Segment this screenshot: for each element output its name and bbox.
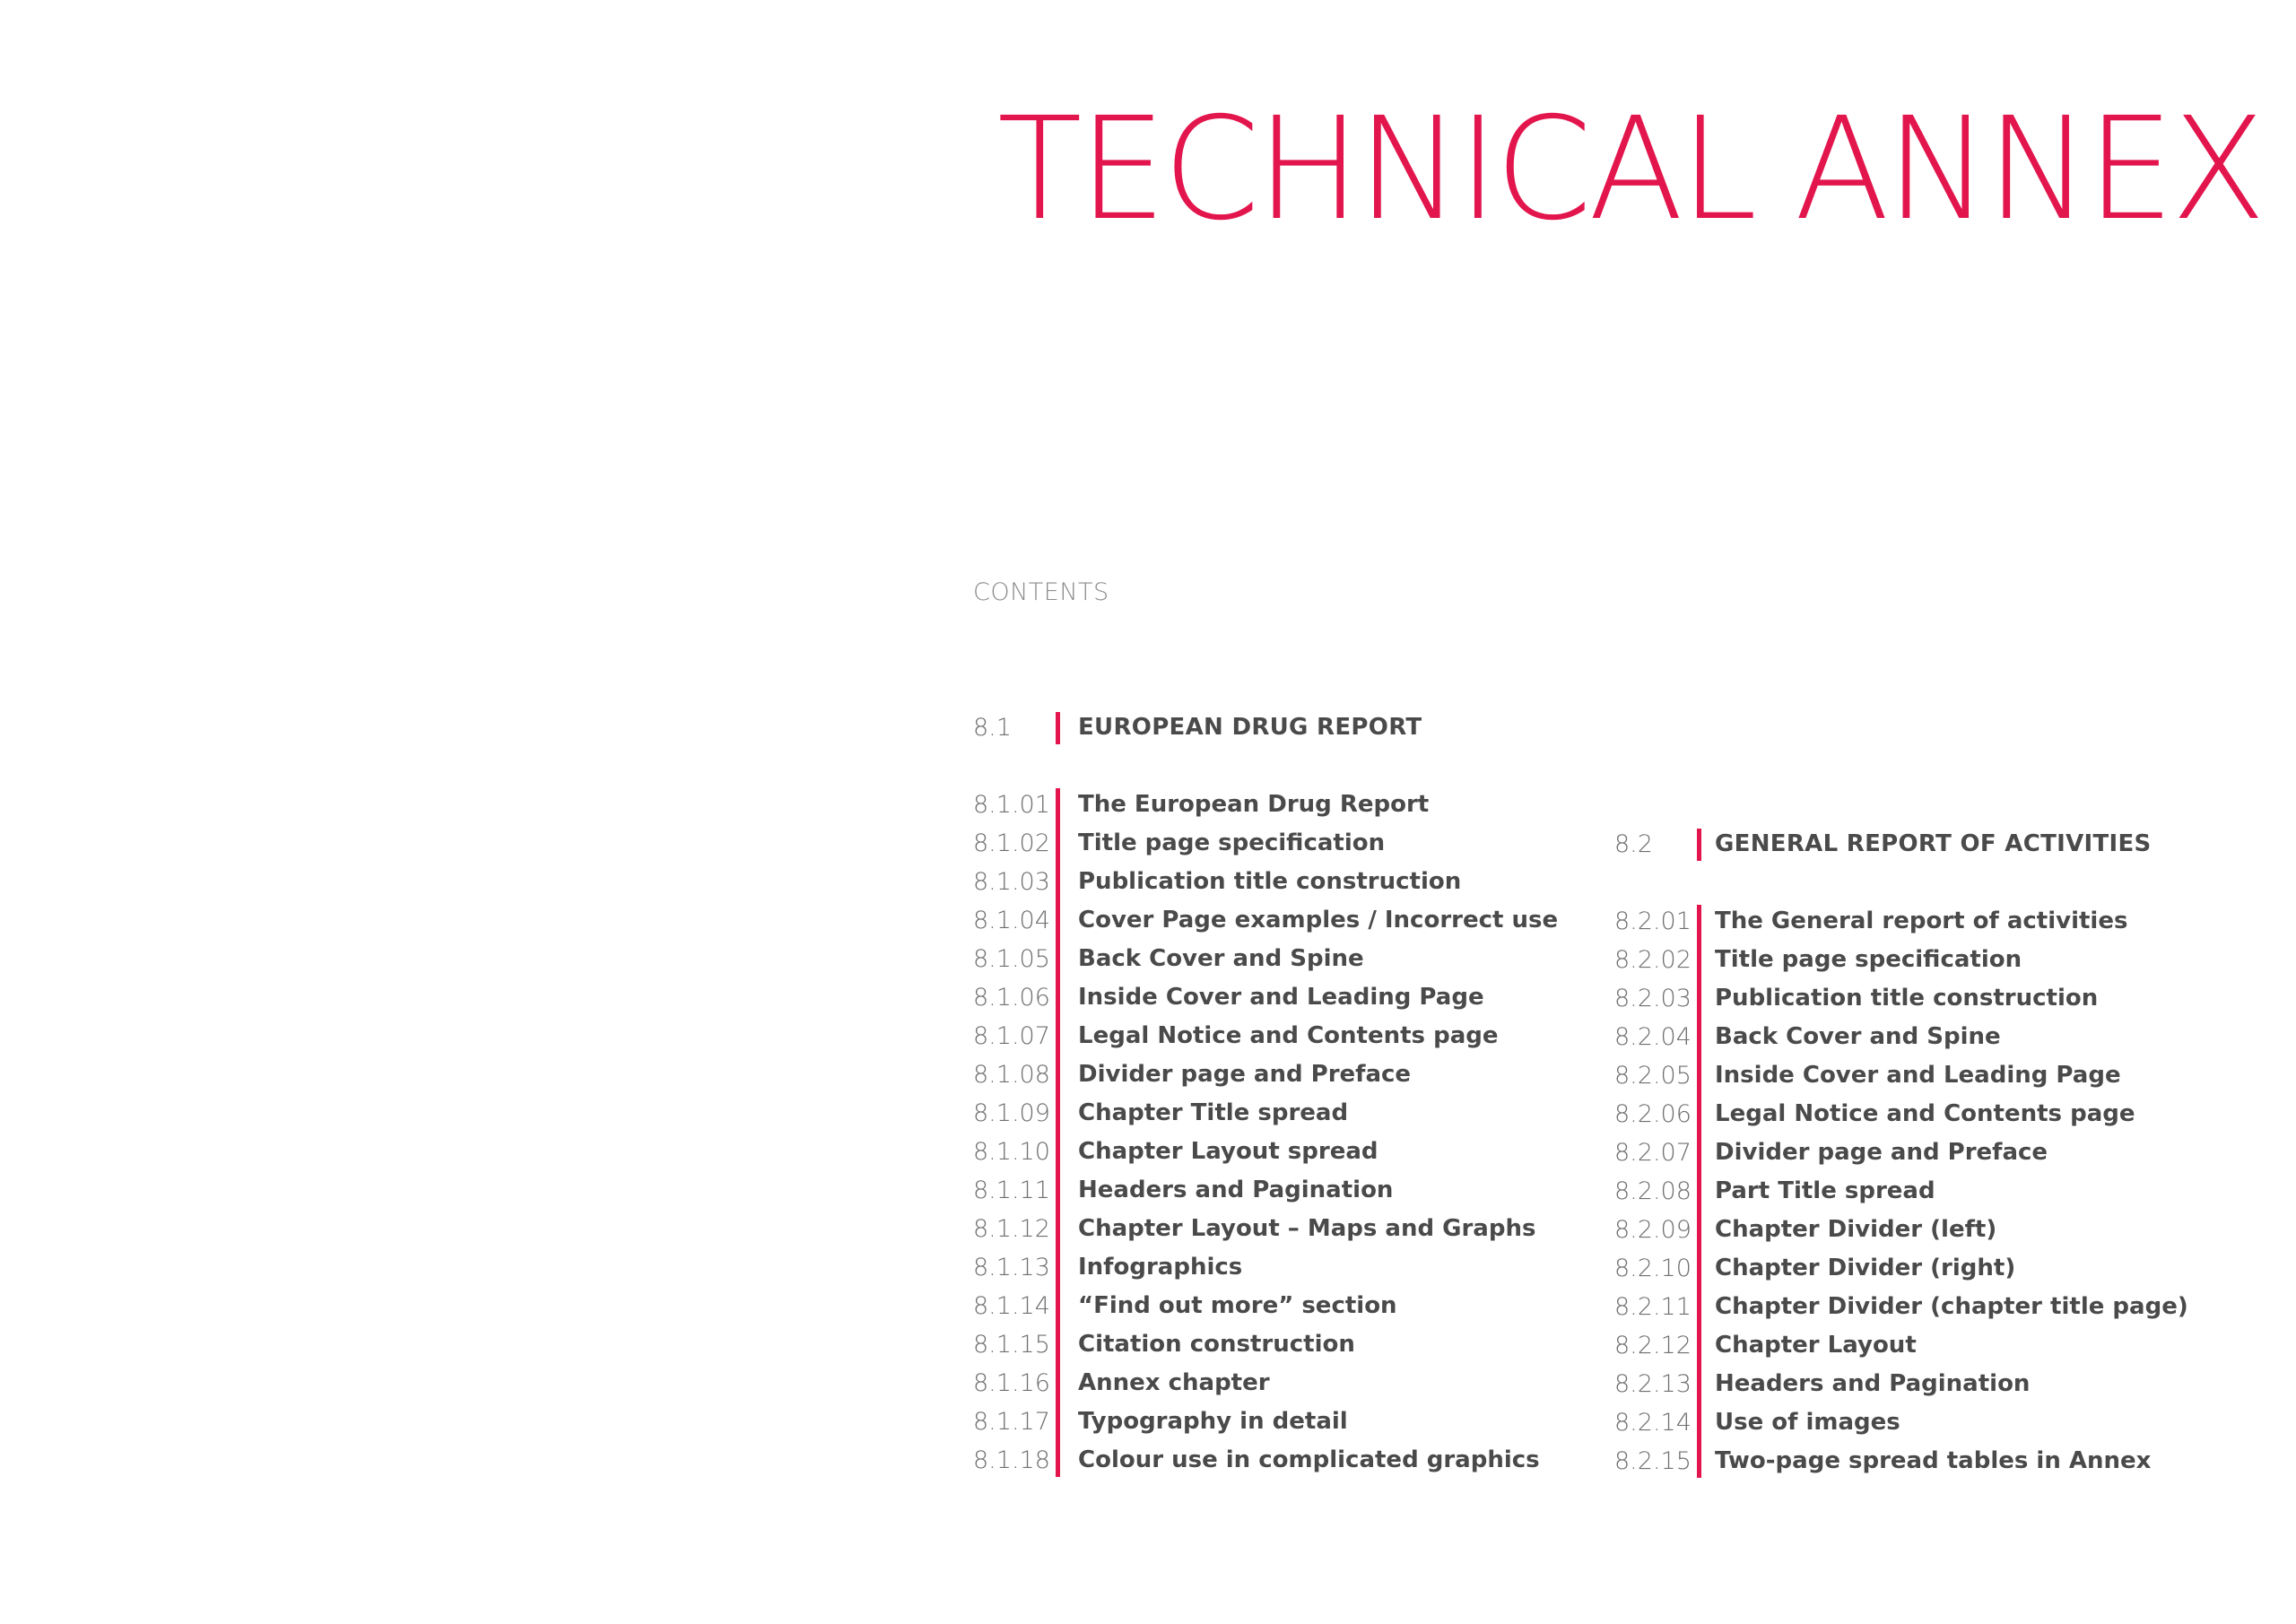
- entry-number: 8.2.12: [1614, 1332, 1692, 1359]
- entry-number: 8.2.04: [1614, 1023, 1692, 1051]
- entry-title: Divider page and Preface: [1078, 1061, 1412, 1088]
- contents-entry[interactable]: [1614, 1288, 2242, 1326]
- entry-number: 8.2.06: [1614, 1100, 1692, 1128]
- entry-number: 8.2.14: [1614, 1409, 1692, 1437]
- entry-number: 8.2.02: [1614, 946, 1692, 974]
- entry-title: Chapter Divider (chapter title page): [1715, 1293, 2188, 1320]
- entry-number: 8.1.07: [973, 1022, 1050, 1050]
- entry-title: Legal Notice and Contents page: [1078, 1022, 1499, 1049]
- contents-entry[interactable]: [1614, 1095, 2242, 1133]
- entry-title: Headers and Pagination: [1715, 1370, 2031, 1397]
- entry-title: Typography in detail: [1078, 1408, 1348, 1435]
- section-heading: [973, 708, 1601, 747]
- entry-number: 8.1.02: [973, 829, 1050, 857]
- contents-entry[interactable]: [1614, 1211, 2242, 1249]
- entry-number: 8.2.10: [1614, 1255, 1692, 1282]
- contents-entry[interactable]: [973, 940, 1601, 978]
- entry-number: 8.2.13: [1614, 1370, 1692, 1398]
- contents-entry[interactable]: [973, 1017, 1601, 1055]
- entry-number: 8.2.01: [1614, 908, 1692, 935]
- entry-title: Legal Notice and Contents page: [1715, 1100, 2135, 1127]
- contents-entry[interactable]: [973, 978, 1601, 1017]
- entry-title: Citation construction: [1078, 1331, 1355, 1358]
- contents-entry[interactable]: [973, 1210, 1601, 1248]
- contents-entry[interactable]: [973, 1403, 1601, 1441]
- contents-entry[interactable]: [973, 1248, 1601, 1287]
- entry-title: Back Cover and Spine: [1715, 1023, 2001, 1050]
- contents-entry[interactable]: [1614, 1172, 2242, 1211]
- entry-title: Part Title spread: [1715, 1177, 1935, 1204]
- contents-entry[interactable]: [973, 824, 1601, 863]
- entry-number: 8.2.05: [1614, 1062, 1692, 1090]
- contents-entry[interactable]: [973, 1364, 1601, 1403]
- entry-number: 8.1.05: [973, 945, 1050, 973]
- contents-entry[interactable]: [1614, 1326, 2242, 1365]
- contents-entry[interactable]: [973, 901, 1601, 940]
- section-title[interactable]: EUROPEAN DRUG REPORT: [1078, 714, 1422, 741]
- entry-number: 8.1.08: [973, 1061, 1050, 1089]
- entry-number: 8.1.04: [973, 907, 1050, 934]
- entry-title: Chapter Layout spread: [1078, 1138, 1378, 1165]
- section-title[interactable]: GENERAL REPORT OF ACTIVITIES: [1715, 830, 2152, 857]
- entry-number: 8.1.01: [973, 791, 1050, 819]
- entry-title: Two-page spread tables in Annex: [1715, 1447, 2152, 1474]
- entry-number: 8.1.18: [973, 1446, 1050, 1474]
- entry-title: Chapter Divider (right): [1715, 1255, 2016, 1281]
- contents-entry[interactable]: [1614, 979, 2242, 1018]
- entry-title: Chapter Layout – Maps and Graphs: [1078, 1215, 1536, 1242]
- entry-number: 8.2.09: [1614, 1216, 1692, 1244]
- entry-number: 8.1.12: [973, 1215, 1050, 1243]
- contents-entry[interactable]: [1614, 1365, 2242, 1403]
- contents-entry[interactable]: [1614, 1056, 2242, 1095]
- entry-number: 8.1.03: [973, 868, 1050, 896]
- page-title: TECHNICAL ANNEX: [997, 87, 2263, 252]
- entry-number: 8.1.13: [973, 1254, 1050, 1281]
- entry-title: Title page specification: [1715, 946, 2022, 973]
- contents-entry[interactable]: [1614, 1018, 2242, 1056]
- section-8-2: [1614, 825, 2242, 1481]
- entry-number: 8.2.07: [1614, 1139, 1692, 1167]
- contents-entry[interactable]: [1614, 941, 2242, 979]
- contents-entry[interactable]: [973, 1441, 1601, 1480]
- contents-entry[interactable]: [1614, 902, 2242, 941]
- contents-entry[interactable]: [973, 1287, 1601, 1325]
- contents-entry[interactable]: [973, 786, 1601, 824]
- contents-entry[interactable]: [1614, 1403, 2242, 1442]
- entry-title: Divider page and Preface: [1715, 1139, 2048, 1166]
- entry-title: Inside Cover and Leading Page: [1078, 984, 1484, 1011]
- entry-title: Publication title construction: [1078, 868, 1462, 895]
- contents-entry[interactable]: [1614, 1442, 2242, 1481]
- contents-entry[interactable]: [1614, 1249, 2242, 1288]
- entry-number: 8.2.15: [1614, 1447, 1692, 1475]
- entry-number: 8.1.11: [973, 1177, 1050, 1204]
- contents-list: [973, 786, 1601, 1480]
- entry-title: Cover Page examples / Incorrect use: [1078, 907, 1559, 934]
- accent-bar: [1697, 829, 1701, 861]
- entry-number: 8.1.06: [973, 984, 1050, 1012]
- contents-entry[interactable]: [973, 1094, 1601, 1133]
- contents-entry[interactable]: [973, 1133, 1601, 1171]
- contents-entry[interactable]: [973, 863, 1601, 901]
- contents-entry[interactable]: [973, 1325, 1601, 1364]
- entry-title: Title page specification: [1078, 829, 1386, 856]
- contents-entry[interactable]: [973, 1171, 1601, 1210]
- entry-title: Infographics: [1078, 1254, 1243, 1281]
- entry-title: Publication title construction: [1715, 985, 2099, 1012]
- contents-entry[interactable]: [973, 1055, 1601, 1094]
- entry-title: The General report of activities: [1715, 908, 2128, 934]
- entry-number: 8.1.15: [973, 1331, 1050, 1359]
- entry-title: Back Cover and Spine: [1078, 945, 1364, 972]
- entry-number: 8.2.08: [1614, 1177, 1692, 1205]
- section-number: 8.1: [973, 714, 1012, 742]
- contents-list: [1614, 902, 2242, 1481]
- entry-number: 8.1.10: [973, 1138, 1050, 1166]
- section-8-1: [973, 708, 1601, 1480]
- accent-bar: [1056, 712, 1060, 744]
- entry-title: The European Drug Report: [1078, 791, 1430, 818]
- entry-title: Chapter Title spread: [1078, 1099, 1349, 1126]
- entry-title: “Find out more” section: [1078, 1292, 1397, 1319]
- entry-number: 8.1.16: [973, 1369, 1050, 1397]
- section-heading: [1614, 825, 2242, 864]
- entry-title: Use of images: [1715, 1409, 1900, 1436]
- entry-title: Chapter Layout: [1715, 1332, 1917, 1359]
- entry-number: 8.2.03: [1614, 985, 1692, 1012]
- entry-title: Annex chapter: [1078, 1369, 1270, 1396]
- entry-number: 8.1.09: [973, 1099, 1050, 1127]
- entry-number: 8.1.14: [973, 1292, 1050, 1320]
- entry-number: 8.1.17: [973, 1408, 1050, 1436]
- entry-title: Chapter Divider (left): [1715, 1216, 1997, 1243]
- contents-label: CONTENTS: [973, 578, 1109, 606]
- section-number: 8.2: [1614, 830, 1653, 858]
- entry-title: Inside Cover and Leading Page: [1715, 1062, 2121, 1089]
- entry-title: Colour use in complicated graphics: [1078, 1446, 1540, 1473]
- entry-number: 8.2.11: [1614, 1293, 1692, 1321]
- entry-title: Headers and Pagination: [1078, 1177, 1394, 1203]
- contents-entry[interactable]: [1614, 1133, 2242, 1172]
